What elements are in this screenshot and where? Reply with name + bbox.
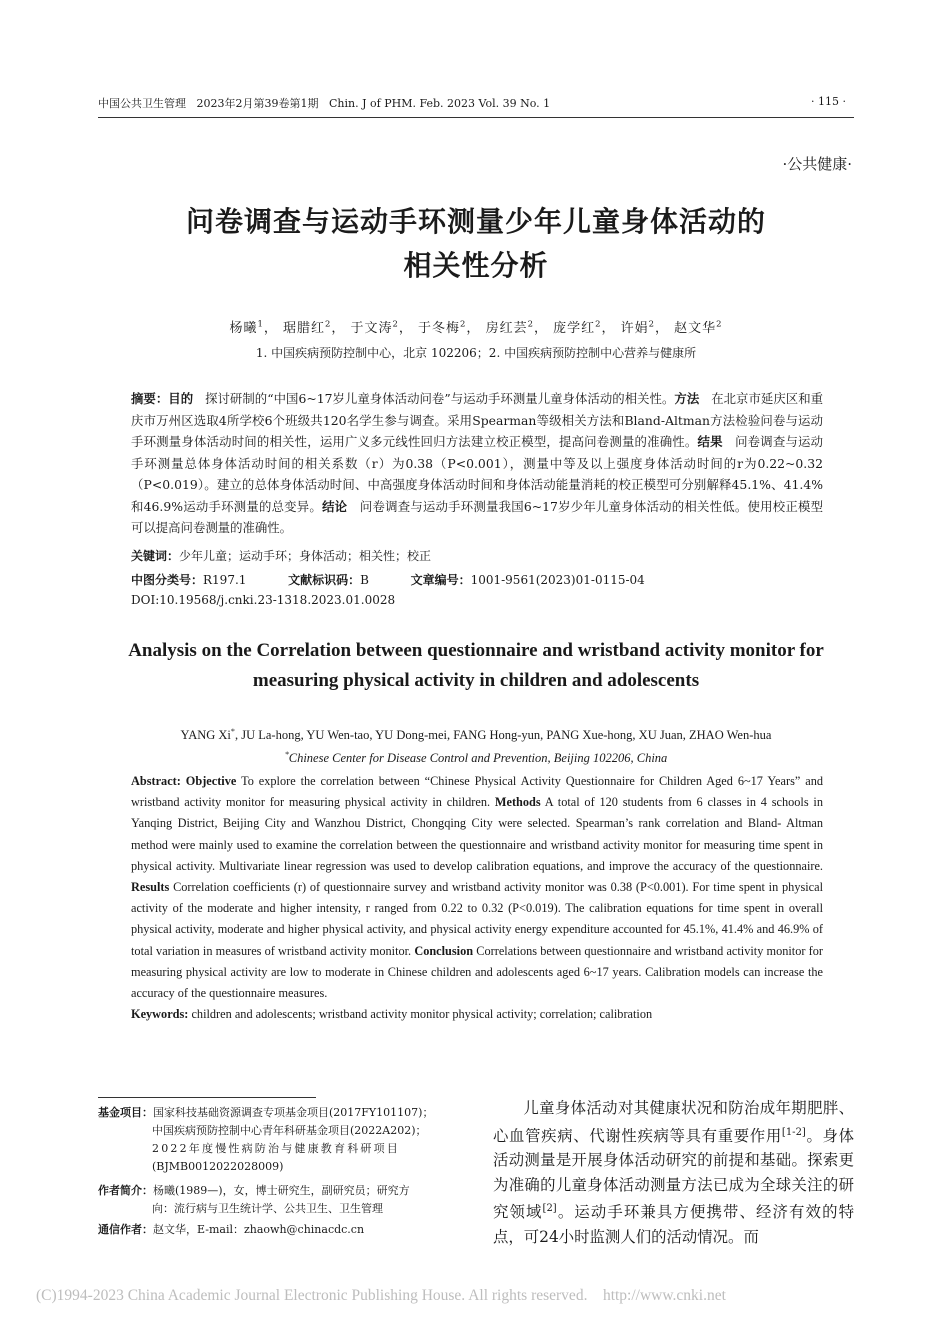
section-label: ·公共健康·: [782, 155, 852, 173]
objective-label-cn: 目的: [168, 391, 194, 406]
issue-en: Chin. J of PHM. Feb. 2023 Vol. 39 No. 1: [329, 97, 551, 110]
objective-text-cn: 探讨研制的“中国6~17岁儿童身体活动问卷”与运动手环测量儿童身体活动的相关性。: [205, 391, 675, 406]
authors-cn: 杨曦$^1$， 琚腊红$^2$， 于文涛$^2$， 于冬梅$^2$， 房红芸$^2$， 庞学红$^2$， 许娟$^2$， 赵文华$^2$: [229, 318, 723, 336]
page-number: · 115 ·: [811, 95, 846, 108]
footnote-rule: [98, 1097, 316, 1098]
methods-label-en: Methods: [494, 795, 541, 810]
methods-label-cn: 方法: [674, 391, 700, 406]
keywords-en-label: Keywords:: [131, 1007, 189, 1022]
footnote-author: 作者简介：杨曦(1989—)，女，博士研究生，副研究员；研究方 向：流行病与卫生统计学、公共卫生、卫生管理: [98, 1184, 410, 1215]
conclusion-text-en: Correlations between questionnaire and wristband activity monitor for measuring physical activity are low to moderate in Chinese children and adolescents aged 6~17 years. Calibration models can increase the accuracy of the questionnaire measures.: [131, 943, 823, 1001]
author-cn: 于冬梅: [418, 321, 461, 336]
keywords-cn: [131, 547, 823, 564]
body-paragraph: 儿童身体活动对其健康状况和防治成年期肥胖、心血管疾病、代谢性疾病等具有重要作用[1-2]。身体活动测量是开展身体活动研究的前提和基础。探索更为准确的儿童身体活动测量方法已成为全球关注的研究领域[2]。运动手环兼具方便携带、经济有效的特点，可24小时监测人们的活动情况。而: [493, 1099, 854, 1246]
results-label-cn: 结果: [697, 434, 723, 449]
keywords-en-text: children and adolescents; wristband activity monitor physical activity; correlation; calibration: [191, 1007, 653, 1022]
title-cn: [98, 200, 854, 288]
journal-name-cn: 中国公共卫生管理: [98, 97, 186, 110]
citation: [1-2]: [781, 1126, 806, 1138]
cnki-watermark: (C)1994-2023 China Academic Journal Electronic Publishing House. All rights reserved. http://www.cnki.net: [36, 1287, 726, 1304]
article-number: 1001-9561(2023)01-0115-04: [470, 573, 645, 587]
affiliation-en: *Chinese Center for Disease Control and Prevention, Beijing 102206, China: [284, 750, 668, 766]
results-text-cn: 问卷调查与运动手环测量总体身体活动时间的相关系数（r）为0.38（P<0.001），测量中等及以上强度身体活动时间的r为0.22~0.32（P<0.019）。建立的总体身体活动时间、中高强度身体活动时间和身体活动能量消耗的校正模型可分别解释45.1%、41.4%和46.9%运动手环测量的总变异。: [131, 434, 824, 514]
author-cn: 琚腊红: [282, 321, 325, 336]
abstract-en-label: Abstract:: [131, 774, 181, 788]
title-cn-line-1: 问卷调查与运动手环测量少年儿童身体活动的: [185, 205, 766, 238]
objective-label-en: Objective: [185, 774, 237, 788]
conclusion-label-cn: 结论: [322, 498, 348, 514]
clc-number: R197.1: [203, 573, 247, 587]
abstract-en: [131, 771, 823, 1025]
abstract-cn-label: 摘要：: [131, 391, 169, 406]
author-cn: 许娟: [620, 321, 649, 336]
keywords-cn-text: 少年儿童；运动手环；身体活动；相关性；校正: [179, 549, 432, 563]
title-en: Analysis on the Correlation between questionnaire and wristband activity monitor for measuring physical activity in children and adolescents: [128, 640, 824, 691]
conclusion-label-en: Conclusion: [414, 943, 474, 958]
footnote-corresponding: 通信作者：赵文华，E-mail：zhaowh@chinacdc.cn: [98, 1223, 365, 1236]
methods-text-cn: 在北京市延庆区和重庆市万州区选取4所学校6个班级共120名学生参与调查。采用Spearman等级相关方法和Bland-Altman方法检验问卷与运动手环测量身体活动时间的相关性，运用广义多元线性回归方法建立校正模型，提高问卷测量的准确性。: [131, 391, 824, 449]
results-text-en: Correlation coefficients (r) of questionnaire survey and wristband activity monitor was 0.38 (P<0.001). For time spent in physical activity of the moderate and higher intensity, r ranged from 0.22 to 0.32 (P<0.019). The calibration equations for time spent in overall physical activity, moderate and higher physical activity, and physical activity energy expenditure accounted for 45.1%, 41.4% and 46.9% of total variation in measures of wristband activity monitor.: [131, 880, 824, 958]
doi: DOI:10.19568/j.cnki.23-1318.2023.01.0028: [131, 593, 396, 607]
objective-text-en: To explore the correlation between “Chinese Physical Activity Questionnaire for Children Aged 6~17 Years” and wristband activity monitor for measuring physical activity in children.: [131, 774, 824, 810]
author-cn: 杨曦: [229, 321, 258, 336]
running-header: [98, 95, 854, 111]
author-cn: 房红芸: [485, 321, 528, 336]
affiliation-cn: 1. 中国疾病预防控制中心，北京 102206；2. 中国疾病预防控制中心营养与健康所: [255, 346, 697, 360]
classification-line: 中图分类号：R197.1 文献标识码：B 文章编号：1001-9561(2023)01-0115-04: [131, 573, 645, 587]
header-rule: [98, 117, 854, 118]
author-cn: 于文涛: [350, 321, 393, 336]
author-cn: 赵文华: [674, 321, 717, 336]
issue-cn: 2023年2月第39卷第1期: [196, 97, 319, 110]
title-cn-line-2: 相关性分析: [403, 249, 549, 282]
methods-text-en: A total of 120 students from 6 classes in 4 schools in Yanqing District, Beijing City and Wanzhou District, Chongqing City were selected. Spearman’s rank correlation and Bland- Altman method were mainly used to examine the correlation between the questionnaire and wristband activity monitor for measuring time spent in physical activity. Multivariate linear regression was used to develop calibration equations, and improve the accuracy of the questionnaire.: [131, 795, 823, 873]
conclusion-text-cn: 问卷调查与运动手环测量我国6~17岁少年儿童身体活动的相关性低。使用校正模型可以提高问卷测量的准确性。: [131, 498, 823, 535]
abstract-cn: [131, 388, 823, 539]
citation: [2]: [542, 1203, 557, 1215]
footnote-fund: 基金项目：国家科技基础资源调查专项基金项目(2017FY101107)； 中国疾病预防控制中心青年科研基金项目(2022A202)； 2022年度慢性病防治与健康教育科研项目 (BJMB0012022028009): [98, 1106, 434, 1173]
results-label-en: Results: [131, 880, 170, 895]
author-cn: 庞学红: [553, 321, 596, 336]
keywords-cn-label: 关键词：: [131, 549, 180, 563]
authors-en: YANG Xi*, JU La-hong, YU Wen-tao, YU Dong-mei, FANG Hong-yun, PANG Xue-hong, XU Juan, ZHAO Wen-hua: [180, 727, 772, 743]
document-code: B: [360, 573, 369, 587]
